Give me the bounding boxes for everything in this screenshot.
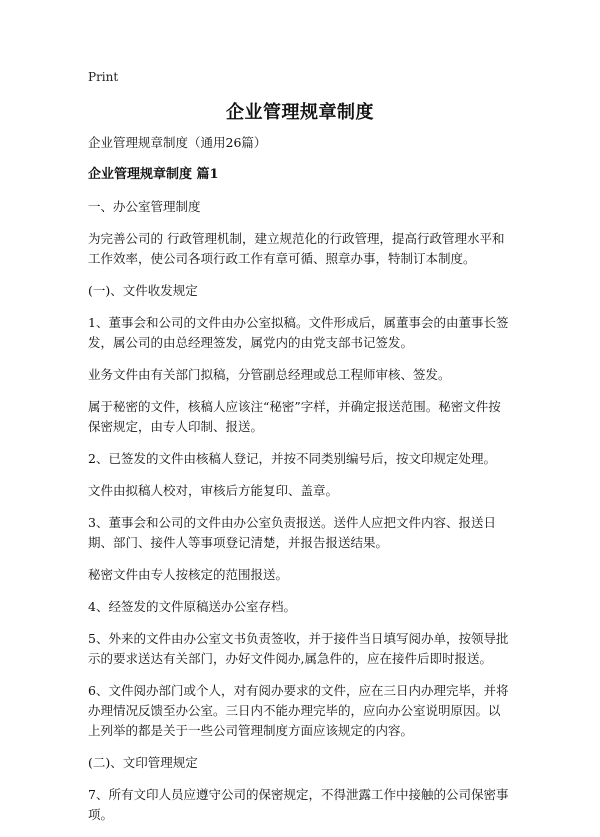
paragraph: 5、外来的文件由办公室文书负责签收，并于接件当日填写阅办单，按领导批示的要求送达有关部门，办好文件阅办,属急件的，应在接件后即时报送。 (88, 631, 509, 666)
paragraph: 一、办公室管理制度 (88, 199, 201, 214)
document-title: 企业管理规章制度 (226, 102, 374, 123)
paragraph: (二)、文印管理规定 (88, 755, 198, 770)
paragraph: 为完善公司的 行政管理机制，建立规范化的行政管理，提高行政管理水平和工作效率，使公司各项行政工作有章可循、照章办事，特制订本制度。 (88, 231, 505, 266)
paragraph: 7、所有文印人员应遵守公司的保密规定，不得泄露工作中接触的公司保密事项。 (88, 787, 509, 822)
paragraph: 4、经签发的文件原稿送办公室存档。 (88, 599, 296, 614)
paragraph: 文件由拟稿人校对，审核后方能复印、盖章。 (88, 483, 339, 498)
paragraph: (一)、文件收发规定 (88, 283, 198, 298)
section-title: 企业管理规章制度 篇1 (88, 167, 219, 182)
document-body (88, 133, 512, 837)
paragraph: 1、董事会和公司的文件由办公室拟稿。文件形成后，属董事会的由董事长签发，属公司的由总经理签发，属党内的由党支部书记签发。 (88, 315, 509, 350)
paragraph: 2、已签发的文件由核稿人登记，并按不同类别编号后，按文印规定处理。 (88, 451, 496, 466)
document-subtitle: 企业管理规章制度（通用26篇） (88, 135, 267, 150)
paragraph: 业务文件由有关部门拟稿，分管副总经理或总工程师审核、签发。 (88, 367, 451, 382)
print-label: Print (88, 70, 119, 84)
paragraph: 3、董事会和公司的文件由办公室负责报送。送件人应把文件内容、报送日期、部门、接件人等事项登记清楚，并报告报送结果。 (88, 515, 496, 550)
paragraph: 秘密文件由专人按核定的范围报送。 (88, 567, 289, 582)
paragraph: 属于秘密的文件，核稿人应该注“秘密”字样，并确定报送范围。秘密文件按保密规定，由专人印制、报送。 (88, 399, 501, 434)
paragraph: 6、文件阅办部门或个人，对有阅办要求的文件，应在三日内办理完毕，并将办理情况反馈至办公室。三日内不能办理完毕的，应向办公室说明原因。以上列举的都是关于一些公司管理制度方面应该规定的内容。 (88, 683, 509, 738)
